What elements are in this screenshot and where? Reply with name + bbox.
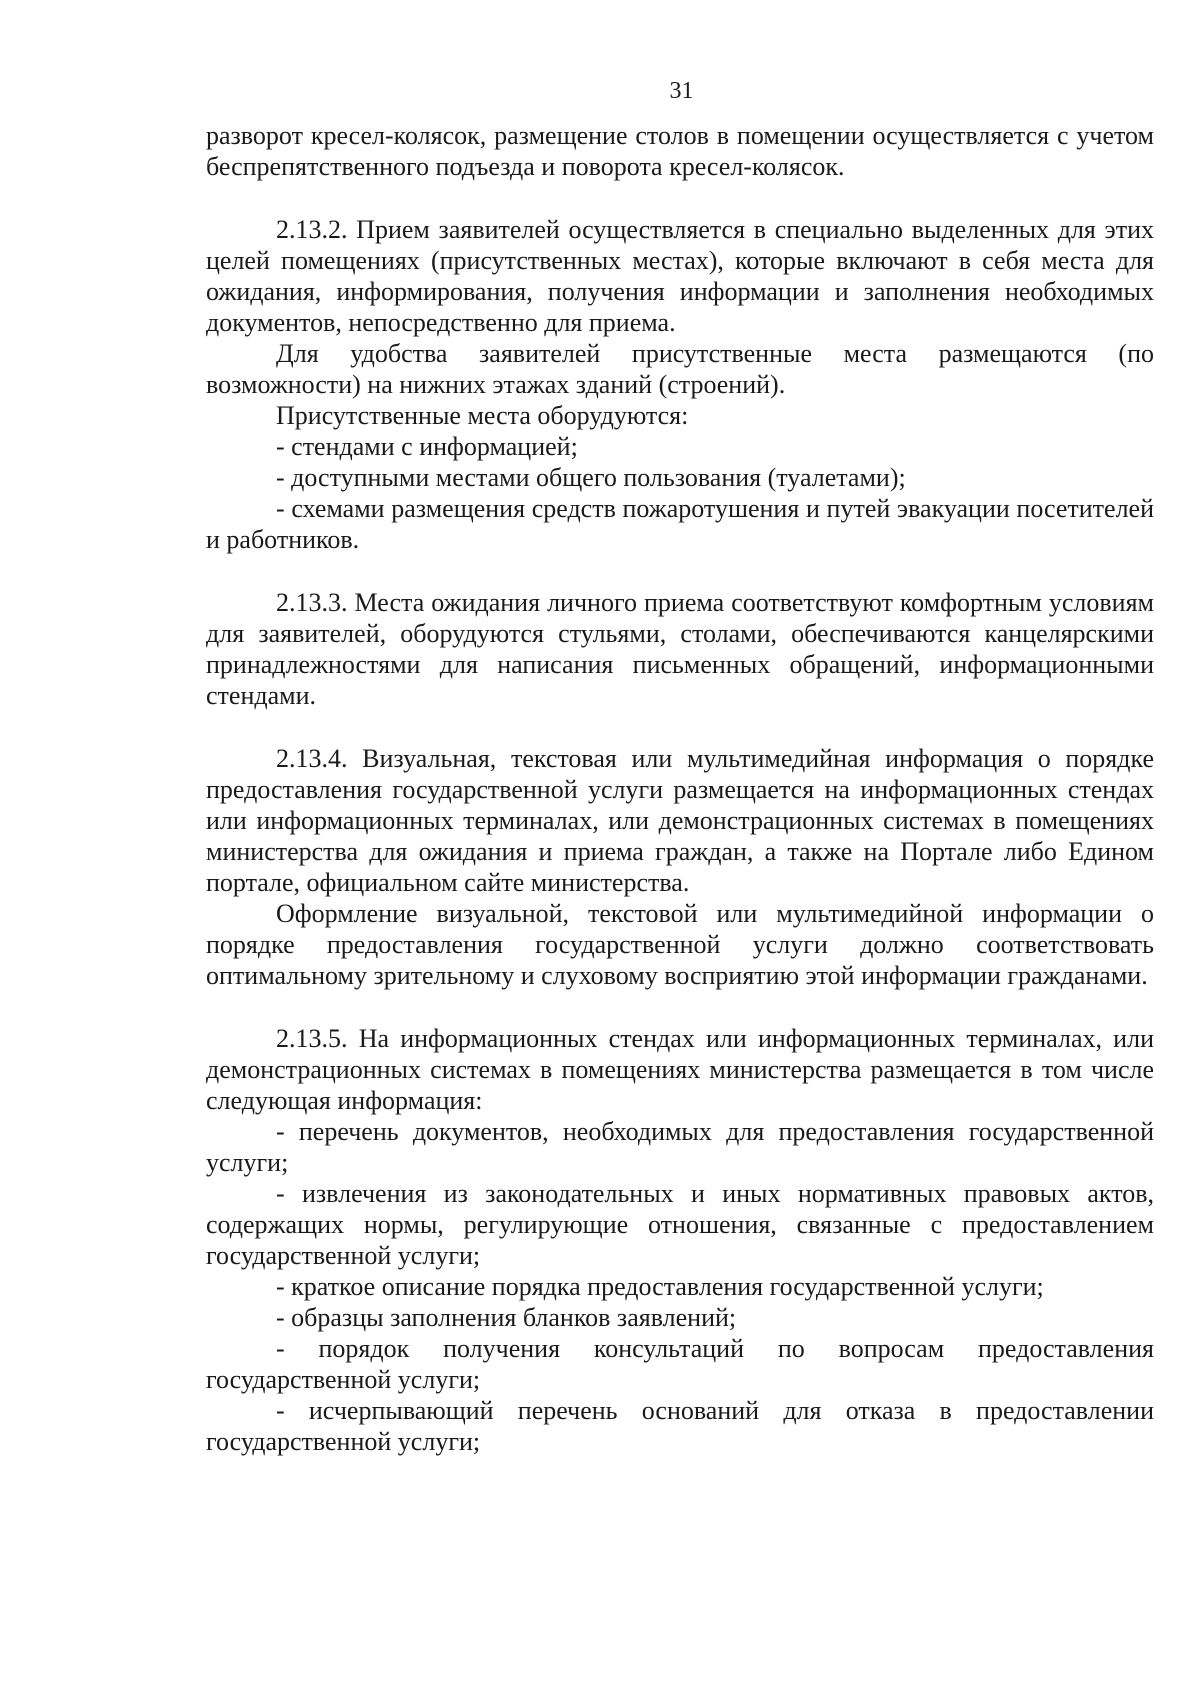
- paragraph: Оформление визуальной, текстовой или мультимедийной информации о порядке предоставления государственной услуги должно соответствовать оптимальному зрительному и слуховому восприятию этой информации гражданами.: [206, 899, 1154, 990]
- paragraph: Присутственные места оборудуются:: [276, 401, 689, 430]
- paragraph-2-13-3: 2.13.3. Места ожидания личного приема соответствуют комфортным условиям для заявителей, оборудуются стульями, столами, обеспечиваются канцелярскими принадлежностями для написания письменных обращений, информационными стендами.: [206, 588, 1154, 710]
- list-item: - стендами с информацией;: [276, 432, 578, 461]
- list-item: - образцы заполнения бланков заявлений;: [276, 1303, 737, 1332]
- page-number: 31: [669, 78, 694, 104]
- list-item: - порядок получения консультаций по вопросам предоставления государственной услуги;: [206, 1334, 1154, 1394]
- paragraph: Для удобства заявителей присутственные места размещаются (по возможности) на нижних этажах зданий (строений).: [206, 339, 1154, 399]
- paragraph-2-13-2: 2.13.2. Прием заявителей осуществляется в специально выделенных для этих целей помещениях (присутственных местах), которые включают в себя места для ожидания, информирования, получения информации и заполнения необходимых документов, непосредственно для приема.: [206, 215, 1154, 337]
- document-body: [206, 120, 1154, 1457]
- list-item: - доступными местами общего пользования (туалетами);: [276, 463, 906, 492]
- paragraph: разворот кресел-колясок, размещение столов в помещении осуществляется с учетом беспрепятственного подъезда и поворота кресел-колясок.: [206, 121, 1154, 181]
- list-item: - извлечения из законодательных и иных нормативных правовых актов, содержащих нормы, регулирующие отношения, связанные с предоставлением государственной услуги;: [206, 1179, 1154, 1270]
- list-item: - краткое описание порядка предоставления государственной услуги;: [276, 1272, 1044, 1301]
- list-item: - перечень документов, необходимых для предоставления государственной услуги;: [206, 1117, 1154, 1177]
- list-item: - исчерпывающий перечень оснований для отказа в предоставлении государственной услуги;: [206, 1396, 1154, 1456]
- paragraph-2-13-4: 2.13.4. Визуальная, текстовая или мультимедийная информация о порядке предоставления государственной услуги размещается на информационных стендах или информационных терминалах, или демонстрационных системах в помещениях министерства для ожидания и приема граждан, а также на Портале либо Едином портале, официальном сайте министерства.: [206, 744, 1154, 897]
- list-item: - схемами размещения средств пожаротушения и путей эвакуации посетителей и работников.: [206, 494, 1154, 554]
- paragraph-2-13-5: 2.13.5. На информационных стендах или информационных терминалах, или демонстрационных системах в помещениях министерства размещается в том числе следующая информация:: [206, 1024, 1154, 1115]
